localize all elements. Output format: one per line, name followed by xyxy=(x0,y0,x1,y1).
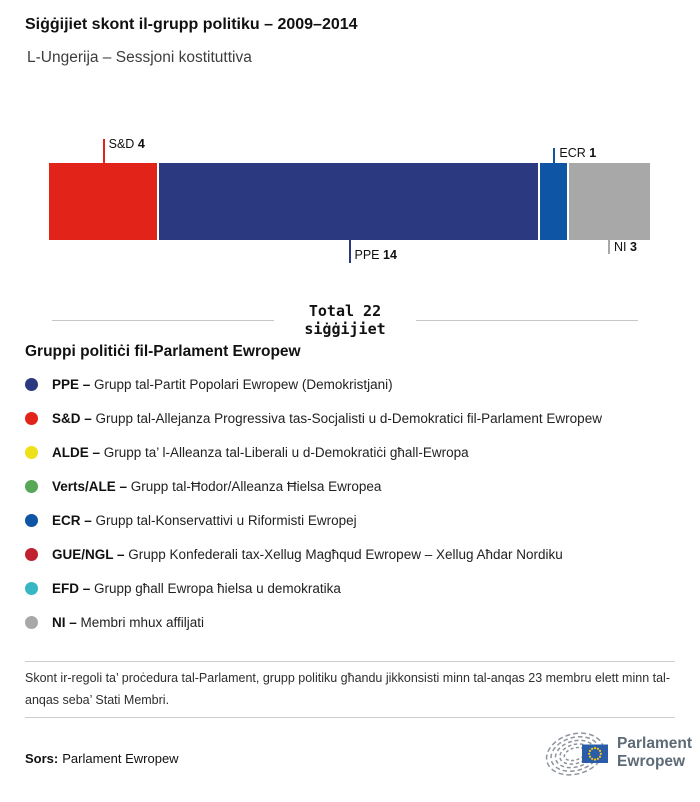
bar-segment-ecr xyxy=(540,163,567,240)
legend-dot-alde xyxy=(25,446,38,459)
ep-hemicycle-flag-icon xyxy=(543,728,611,778)
callout-label-ppe: PPE 14 xyxy=(354,248,397,262)
legend-list xyxy=(25,367,675,639)
legend-label-ecr: ECR – Grupp tal-Konservattivi u Riformisti Ewropej xyxy=(52,512,357,528)
legend-dot-gue-ngl xyxy=(25,548,38,561)
source-label: Sors: xyxy=(25,751,59,766)
page-subtitle: L-Ungerija – Sessjoni kostituttiva xyxy=(27,49,252,66)
divider-left xyxy=(52,320,274,321)
footnote: Skont ir-regoli ta’ proċedura tal-Parlament, grupp politiku għandu jikkonsisti minn tal-anqas 23 membru elett minn tal-anqas seba’ Stati Membri. xyxy=(25,661,675,718)
divider-right xyxy=(416,320,638,321)
callout-line-ecr xyxy=(553,148,555,163)
callout-label-ecr: ECR 1 xyxy=(559,146,597,160)
legend-label-ni: NI – Membri mhux affiljati xyxy=(52,614,205,630)
callout-label-s-d: S&D 4 xyxy=(108,137,145,151)
legend-dot-ni xyxy=(25,616,38,629)
legend-item-s-d xyxy=(25,401,675,435)
legend-item-ni xyxy=(25,605,675,639)
stacked-bar xyxy=(49,163,650,240)
bar-segment-s-d xyxy=(49,163,157,240)
page-title: Siġġijiet skont il-grupp politiku – 2009–2014 xyxy=(25,16,358,33)
callout-line-ni xyxy=(608,240,610,254)
legend-item-ppe xyxy=(25,367,675,401)
total-seats-label xyxy=(274,302,416,338)
legend-dot-ppe xyxy=(25,378,38,391)
chart-zone xyxy=(49,134,650,265)
legend-dot-verts-ale xyxy=(25,480,38,493)
legend-label-s-d: S&D – Grupp tal-Allejanza Progressiva tas-Socjalisti u d-Demokratici fil-Parlament Ewropew xyxy=(52,410,602,426)
bar-segment-ppe xyxy=(159,163,538,240)
legend-item-alde xyxy=(25,435,675,469)
legend-label-gue-ngl: GUE/NGL – Grupp Konfederali tax-Xellug Magħqud Ewropew – Xellug Aħdar Nordiku xyxy=(52,546,563,562)
callout-line-ppe xyxy=(349,240,351,263)
total-separator xyxy=(52,302,638,338)
bar-segment-ni xyxy=(569,163,650,240)
legend-label-verts-ale: Verts/ALE – Grupp tal-Ħodor/Alleanza Ħielsa Ewropea xyxy=(52,478,382,494)
callout-label-ni: NI 3 xyxy=(614,240,637,254)
legend-item-gue-ngl xyxy=(25,537,675,571)
legend-label-ppe: PPE – Grupp tal-Partit Popolari Ewropew (Demokristjani) xyxy=(52,376,393,392)
source-line xyxy=(25,751,179,766)
legend-dot-efd xyxy=(25,582,38,595)
total-line-2: siġġijiet xyxy=(304,320,386,338)
ep-logo-line-1: Parlament xyxy=(617,735,692,752)
callout-line-s-d xyxy=(103,139,105,163)
legend-heading: Gruppi politiċi fil-Parlament Ewropew xyxy=(25,343,301,360)
ep-logo-text xyxy=(617,735,692,771)
total-line-1: Total 22 xyxy=(308,302,382,320)
ep-logo xyxy=(543,728,692,778)
legend-dot-ecr xyxy=(25,514,38,527)
legend-label-efd: EFD – Grupp għall Ewropa ħielsa u demokratika xyxy=(52,580,341,596)
legend-item-verts-ale xyxy=(25,469,675,503)
source-value: Parlament Ewropew xyxy=(62,751,179,766)
bottom-row xyxy=(25,728,692,778)
legend-dot-s-d xyxy=(25,412,38,425)
legend-label-alde: ALDE – Grupp ta’ l-Alleanza tal-Liberali u d-Demokratiċi għall-Ewropa xyxy=(52,444,469,460)
legend-item-efd xyxy=(25,571,675,605)
ep-logo-line-2: Ewropew xyxy=(617,753,686,770)
legend-item-ecr xyxy=(25,503,675,537)
